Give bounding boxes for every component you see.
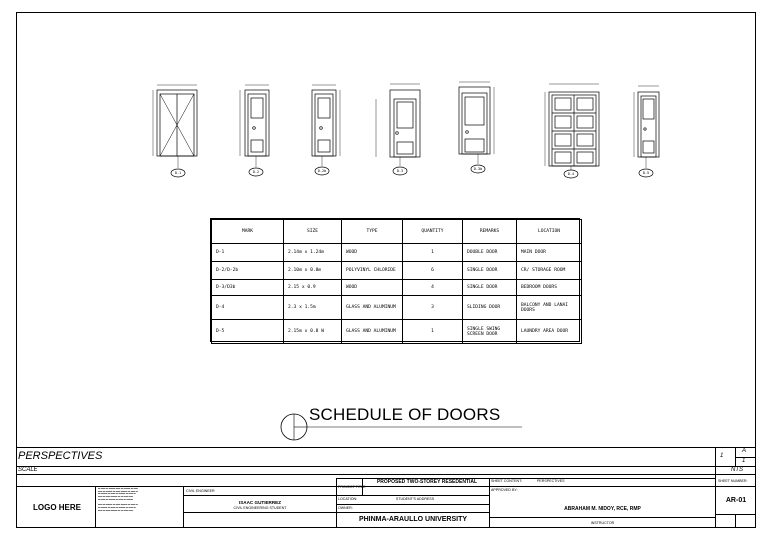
fine-print-block: ▬ ▬▬ ▬ ▬▬▬ ▬▬ ▬ ▬▬▬ ▬ ▬▬ ▬▬ ▬ ▬▬▬ ▬ ▬▬ ▬▬▬ ▬ ▬▬ ▬ ▬ ▬▬▬ ▬ ▬▬ ▬ ▬▬▬ ▬ ▬▬ ▬ ▬▬ ▬ ▬▬ ▬▬▬ ▬ ▬ ▬▬ ▬▬ ▬ ▬▬ ▬ ▬▬▬ ▬ ▬▬ ▬ ▬▬▬ ▬▬ ▬ ▬▬▬ ▬ ▬▬ ▬▬▬ ▬ ▬▬ ▬ ▬ ▬▬▬ ▬ ▬▬ ▬ ▬▬▬ ▬ ▬▬ ▬ ▬▬ ▬ ▬▬ ▬▬▬ ▬ ▬ ▬▬ ▬▬ — [98, 488, 138, 512]
cell-qty: 6 — [403, 262, 463, 280]
project-title-label: PROJECT TITLE — [338, 485, 366, 489]
scale-label: SCALE — [18, 467, 38, 473]
perspectives-label: PERSPECTIVES — [18, 450, 103, 462]
cell-size: 2.15 x 0.9 — [284, 280, 342, 296]
table-row — [212, 244, 582, 262]
door-d2b-elevation — [312, 85, 340, 175]
door-tag-d2: D-2 — [252, 170, 260, 174]
engineer-name: ISAAC GUTIERREZ — [238, 500, 282, 505]
students-address: STUDENT'S ADDRESS — [395, 497, 435, 501]
cell-type: POLYVINYL CHLORIDE — [342, 262, 403, 280]
instructor-label: INSTRUCTOR — [590, 521, 615, 525]
cell-location: BALCONY AND LANAI DOORS — [517, 296, 582, 320]
col-quantity: QUANTITY — [403, 220, 463, 244]
cell-size: 2.15m x 0.8 W — [284, 320, 342, 344]
cell-size: 2.14m x 1.24m — [284, 244, 342, 262]
cell-qty: 4 — [403, 280, 463, 296]
sheet-content-label: SHEET CONTENT: — [491, 479, 522, 483]
cell-remarks: DOUBLE DOOR — [463, 244, 517, 262]
door-d3b-elevation — [459, 82, 494, 173]
cell-size: 2.3 x 1.5m — [284, 296, 342, 320]
approved-label: APPROVED BY: — [491, 488, 518, 492]
table-row — [212, 280, 582, 296]
cell-remarks: SLIDING DOOR — [463, 296, 517, 320]
cell-type: GLASS AND ALUMINUM — [342, 320, 403, 344]
cell-mark: D-3/D3b — [212, 280, 284, 296]
cell-qty: 3 — [403, 296, 463, 320]
door-d1-elevation — [153, 85, 197, 177]
col-type: TYPE — [342, 220, 403, 244]
door-d3-elevation — [376, 84, 420, 175]
cell-remarks: SINGLE DOOR — [463, 262, 517, 280]
table-row — [212, 320, 582, 344]
cell-qty: 1 — [403, 320, 463, 344]
col-mark: MARK — [212, 220, 284, 244]
door-elevations — [0, 0, 768, 200]
drawing-title: SCHEDULE OF DOORS — [309, 405, 501, 424]
door-tag-d4: D-4 — [567, 172, 575, 176]
schedule-header-row — [212, 220, 582, 244]
university-name: PHINMA-ARAULLO UNIVERSITY — [358, 516, 468, 523]
cell-qty: 1 — [403, 244, 463, 262]
cell-remarks: SINGLE DOOR — [463, 280, 517, 296]
door-d5-elevation — [634, 86, 659, 177]
sheet-number-label: SHEET NUMBER: — [718, 479, 748, 483]
col-location: LOCATION — [517, 220, 582, 244]
sheet-count: 1 — [720, 453, 724, 459]
sheet-one: 1 — [742, 458, 746, 464]
col-remarks: REMARKS — [463, 220, 517, 244]
sheet-number: AR-01 — [725, 497, 747, 504]
logo-placeholder: LOGO HERE — [33, 503, 82, 512]
cell-type: GLASS AND ALUMINUM — [342, 296, 403, 320]
col-size: SIZE — [284, 220, 342, 244]
engineer-sub: CIVIL ENGINEERING STUDENT — [233, 506, 287, 510]
door-schedule-table — [210, 218, 580, 342]
project-title: PROPOSED TWO-STOREY RESEDENTIAL — [376, 479, 478, 485]
sheet-content: PERSPECTIVES — [537, 479, 565, 483]
owner-label: OWNER: — [338, 506, 353, 510]
cell-type: WOOD — [342, 244, 403, 262]
cell-type: WOOD — [342, 280, 403, 296]
nts-label: NTS — [731, 467, 743, 473]
door-tag-d2b: D-2b — [317, 169, 327, 173]
cell-remarks: SINGLE SWING SCREEN DOOR — [463, 320, 517, 344]
door-tag-d1: D-1 — [174, 171, 182, 175]
cell-location: MAIN DOOR — [517, 244, 582, 262]
door-tag-d3: D-3 — [396, 169, 404, 173]
door-tag-d3b: D-3b — [473, 167, 483, 171]
cell-location: LAUNDRY AREA DOOR — [517, 320, 582, 344]
cell-mark: D-5 — [212, 320, 284, 344]
table-row — [212, 262, 582, 280]
door-tag-d5: D-5 — [642, 171, 650, 175]
cell-mark: D-2/D-2b — [212, 262, 284, 280]
cell-location: CR/ STORAGE ROOM — [517, 262, 582, 280]
table-row — [212, 296, 582, 320]
door-d2-elevation — [240, 85, 269, 176]
cell-size: 2.10m x 0.8m — [284, 262, 342, 280]
sheet-a: A — [742, 448, 747, 454]
door-d4-elevation — [545, 84, 599, 178]
approver-name: ABRAHAM M. NIDOY, RCE, RMP — [564, 506, 641, 512]
cell-mark: D-1 — [212, 244, 284, 262]
cell-location: BEDROOM DOORS — [517, 280, 582, 296]
cell-mark: D-4 — [212, 296, 284, 320]
engineer-label: CIVIL ENGINEER — [186, 489, 215, 493]
location-label: LOCATION: — [338, 497, 358, 501]
